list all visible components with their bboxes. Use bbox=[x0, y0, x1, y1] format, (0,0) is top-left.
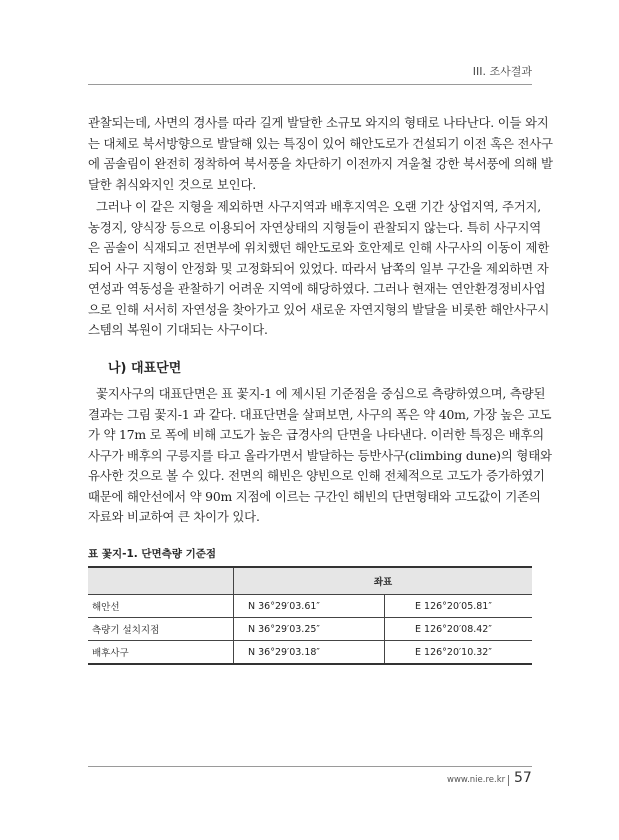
header-divider bbox=[88, 84, 532, 85]
longitude-cell: E 126°20′10.32″ bbox=[385, 641, 533, 665]
paragraph-3 bbox=[88, 384, 552, 528]
latitude-cell: N 36°29′03.18″ bbox=[234, 641, 385, 665]
longitude-cell: E 126°20′08.42″ bbox=[385, 618, 533, 641]
footer-separator bbox=[508, 775, 509, 786]
paragraph-1 bbox=[88, 113, 553, 195]
longitude-cell: E 126°20′05.81″ bbox=[385, 595, 533, 618]
footer-divider bbox=[88, 766, 532, 767]
point-name-cell: 배후사구 bbox=[88, 641, 234, 665]
text-line: 자료와 비교하여 큰 차이가 있다. bbox=[88, 509, 260, 524]
text-line: 되어 사구 지형이 안정화 및 고정화되어 있었다. 따라서 남쪽의 일부 구간을 제외하면 자 bbox=[88, 260, 549, 276]
text-line: 은 곰솔이 식재되고 전면부에 위치했던 해안도로와 호안제로 인해 사구사의 이동이 제한 bbox=[88, 240, 550, 255]
section-heading: 나) 대표단면 bbox=[108, 361, 182, 376]
latitude-cell: N 36°29′03.25″ bbox=[234, 618, 385, 641]
latitude-cell: N 36°29′03.61″ bbox=[234, 595, 385, 618]
text-line: 으로 인해 서서히 자연성을 찾아가고 있어 새로운 자연지형의 발달을 비롯한 해안사구시 bbox=[88, 301, 550, 317]
header-coord-cell: 좌표 bbox=[234, 567, 533, 595]
table-row bbox=[88, 595, 532, 618]
table-row bbox=[88, 618, 532, 641]
text-line: 유사한 것으로 볼 수 있다. 전면의 해빈은 양빈으로 인해 전체적으로 고도가 증가하였기 bbox=[88, 468, 545, 483]
reference-point-table bbox=[88, 566, 532, 665]
text-line: 달한 취식와지인 것으로 보인다. bbox=[88, 176, 256, 192]
text-line: 농경지, 양식장 등으로 이용되어 자연상태의 지형들이 관찰되지 않는다. 특히 사구지역 bbox=[88, 219, 542, 235]
running-header: III. 조사결과 bbox=[472, 65, 532, 78]
text-line: 는 대체로 북서방향으로 발달해 있는 특징이 있어 해안도로가 건설되기 이전 혹은 전사구 bbox=[88, 135, 553, 151]
page-number: 57 bbox=[514, 770, 532, 786]
text-line: 결과는 그림 꽃지-1 과 같다. 대표단면을 살펴보면, 사구의 폭은 약 40m, 가장 높은 고도 bbox=[88, 406, 552, 422]
text-line: 관찰되는데, 사면의 경사를 따라 길게 발달한 소규모 와지의 형태로 나타난다. 이들 와지 bbox=[88, 115, 549, 130]
text-line: 때문에 해안선에서 약 90m 지점에 이르는 구간인 해빈의 단면형태와 고도값이 기존의 bbox=[88, 488, 541, 504]
paragraph-2 bbox=[88, 197, 550, 341]
point-name-cell: 해안선 bbox=[88, 595, 234, 618]
table-row bbox=[88, 641, 532, 665]
table-caption: 표 꽃지-1. 단면측량 기준점 bbox=[88, 548, 217, 560]
text-line: 가 약 17m 로 폭에 비해 고도가 높은 급경사의 단면을 나타낸다. 이러한 특징은 배후의 bbox=[88, 427, 544, 442]
text-line: 연성과 역동성을 관찰하기 어려운 지역에 해당하였다. 그러나 현재는 연안환경정비사업 bbox=[88, 281, 546, 296]
text-line: 사구가 배후의 구릉지를 타고 올라가면서 발달하는 등반사구(climbing dune)의 형태와 bbox=[88, 447, 552, 463]
text-line: 스템의 복원이 기대되는 사구이다. bbox=[88, 322, 268, 337]
text-line: 꽃지사구의 대표단면은 표 꽃지-1 에 제시된 기준점을 중심으로 측량하였으며, 측량된 bbox=[96, 386, 546, 401]
footer-url: www.nie.re.kr bbox=[447, 775, 506, 785]
text-line: 그러나 이 같은 지형을 제외하면 사구지역과 배후지역은 오랜 기간 상업지역, 주거지, bbox=[96, 199, 542, 214]
header-blank-cell bbox=[88, 567, 234, 595]
table-header-row bbox=[88, 567, 532, 595]
text-line: 에 곰솔림이 완전히 정착하여 북서풍을 차단하기 이전까지 겨울철 강한 북서풍에 의해 발 bbox=[88, 156, 553, 171]
point-name-cell: 측량기 설치지점 bbox=[88, 618, 234, 641]
